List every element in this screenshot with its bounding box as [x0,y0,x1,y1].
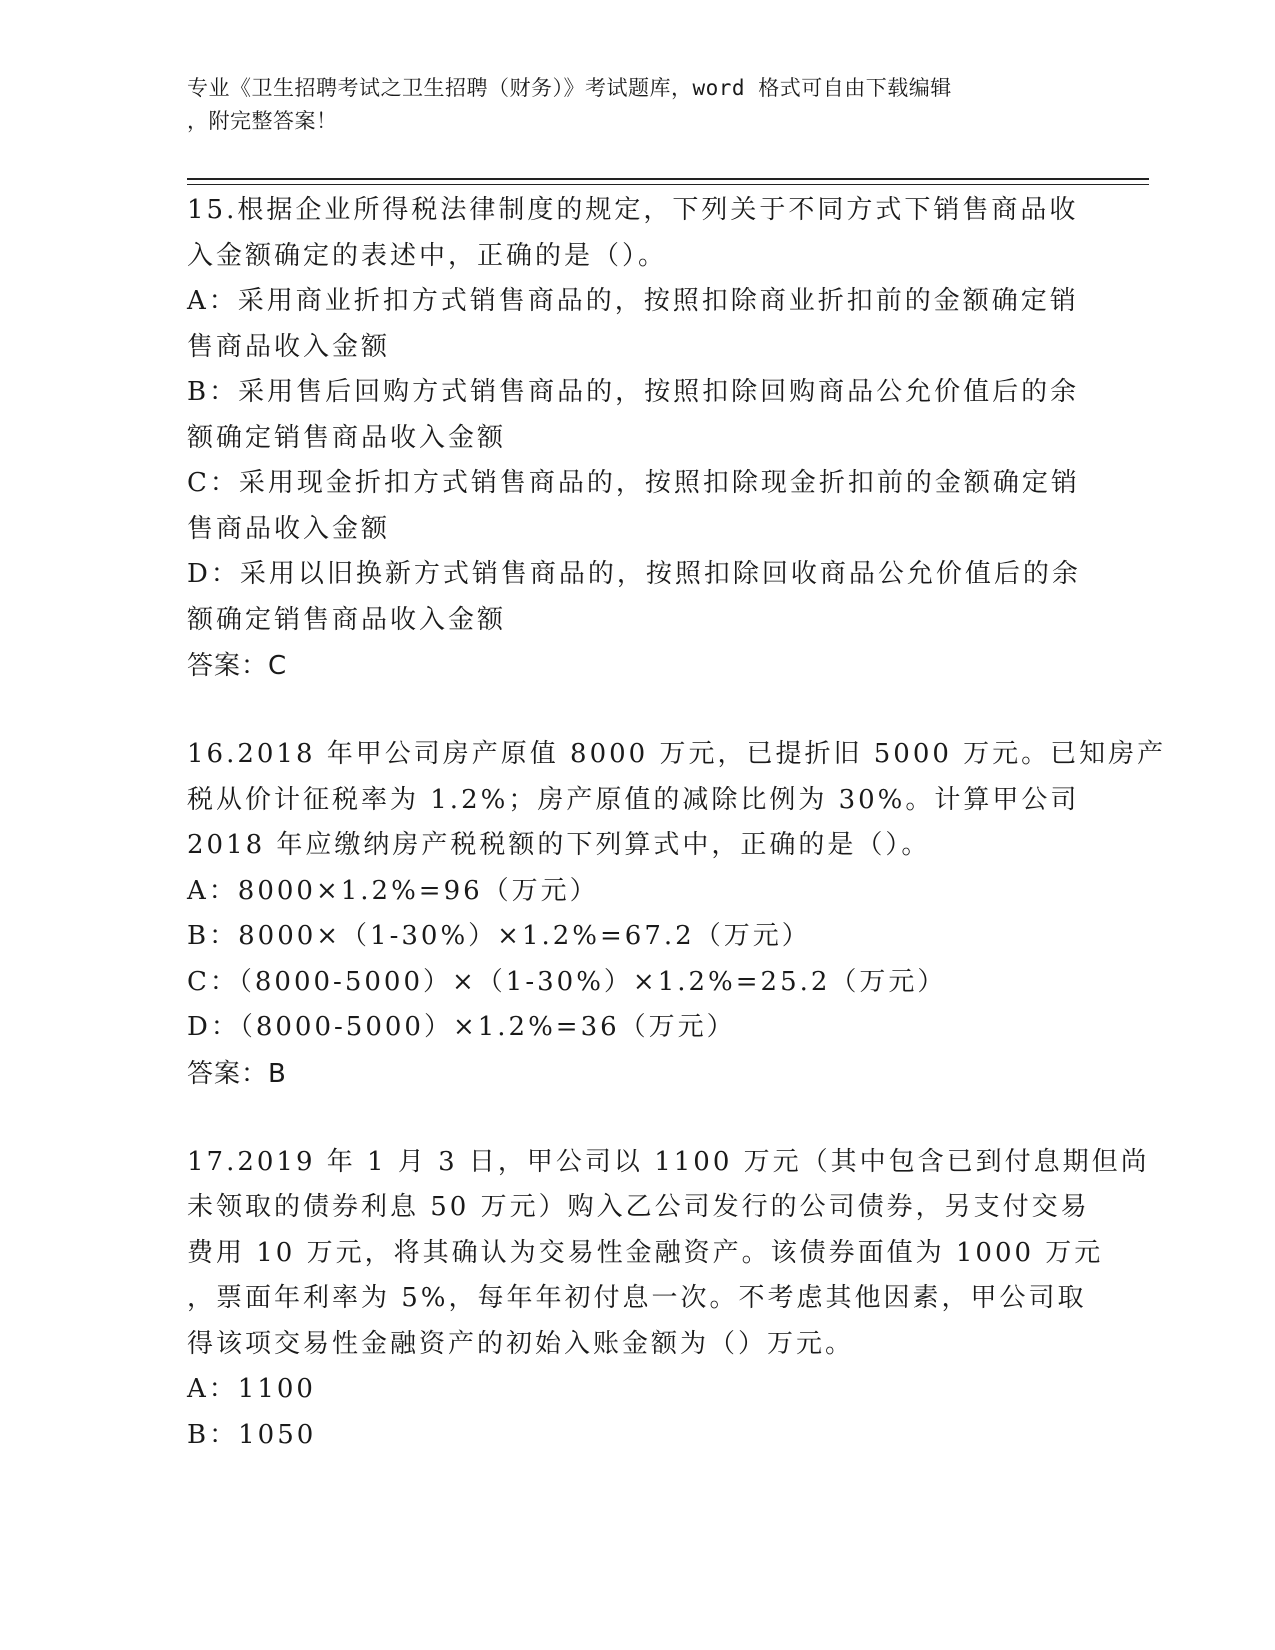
answer-option: A：8000×1.2%=96（万元） [187,875,599,906]
header-line: ，附完整答案！ [187,109,338,133]
answer-option: 售商品收入金额 [187,331,391,362]
question-stem: 得该项交易性金融资产的初始入账金额为（）万元。 [187,1328,855,1359]
question-block [187,188,1081,732]
question-block [187,732,1167,1140]
answer-option: B：8000×（1-30%）×1.2%=67.2（万元） [187,921,811,951]
question-stem: 入金额确定的表述中，正确的是（）。 [187,240,668,271]
question-spacer [187,1097,1077,1140]
answer-option: C：（8000-5000）×（1-30%）×1.2%=25.2（万元） [187,966,947,997]
answer-option: B：1050 [187,1419,317,1450]
answer-option: A：1100 [187,1374,316,1404]
question-stem: 费用 10 万元，将其确认为交易性金融资产。该债券面值为 1000 万元 [187,1237,1104,1268]
header-divider [187,178,1149,180]
question-stem: 未领取的债券利息 50 万元）购入乙公司发行的公司债券，另支付交易 [187,1192,1090,1222]
question-spacer [187,689,1077,732]
question-list [187,188,1167,1458]
header-divider [187,184,1149,185]
header-line: 专业《卫生招聘考试之卫生招聘（财务）》考试题库，word 格式可自由下载编辑 [187,76,952,100]
question-stem: 税从价计征税率为 1.2%；房产原值的减除比例为 30%。计算甲公司 [187,784,1080,815]
question-block [187,1140,1150,1459]
answer-option: A：采用商业折扣方式销售商品的，按照扣除商业折扣前的金额确定销 [187,286,1079,316]
document-header [187,72,1067,138]
answer-option: 售商品收入金额 [187,513,391,544]
answer-option: D：（8000-5000）×1.2%=36（万元） [187,1012,736,1042]
question-stem: 15.根据企业所得税法律制度的规定，下列关于不同方式下销售商品收 [187,195,1079,225]
question-stem: 17.2019 年 1 月 3 日，甲公司以 1100 万元（其中包含已到付息期但尚 [187,1146,1150,1177]
question-stem: ，票面年利率为 5%，每年年初付息一次。不考虑其他因素，甲公司取 [187,1283,1087,1313]
answer-option: B：采用售后回购方式销售商品的，按照扣除回购商品公允价值后的余 [187,377,1080,407]
answer-option: 额确定销售商品收入金额 [187,604,507,635]
answer-option: 额确定销售商品收入金额 [187,422,507,453]
correct-answer: 答案：C [187,651,288,681]
question-stem: 16.2018 年甲公司房产原值 8000 万元，已提折旧 5000 万元。已知房产 [187,739,1167,769]
question-stem: 2018 年应缴纳房产税税额的下列算式中，正确的是（）。 [187,830,931,860]
answer-option: C：采用现金折扣方式销售商品的，按照扣除现金折扣前的金额确定销 [187,468,1080,498]
correct-answer: 答案：B [187,1058,287,1089]
answer-option: D：采用以旧换新方式销售商品的，按照扣除回收商品公允价值后的余 [187,559,1081,589]
